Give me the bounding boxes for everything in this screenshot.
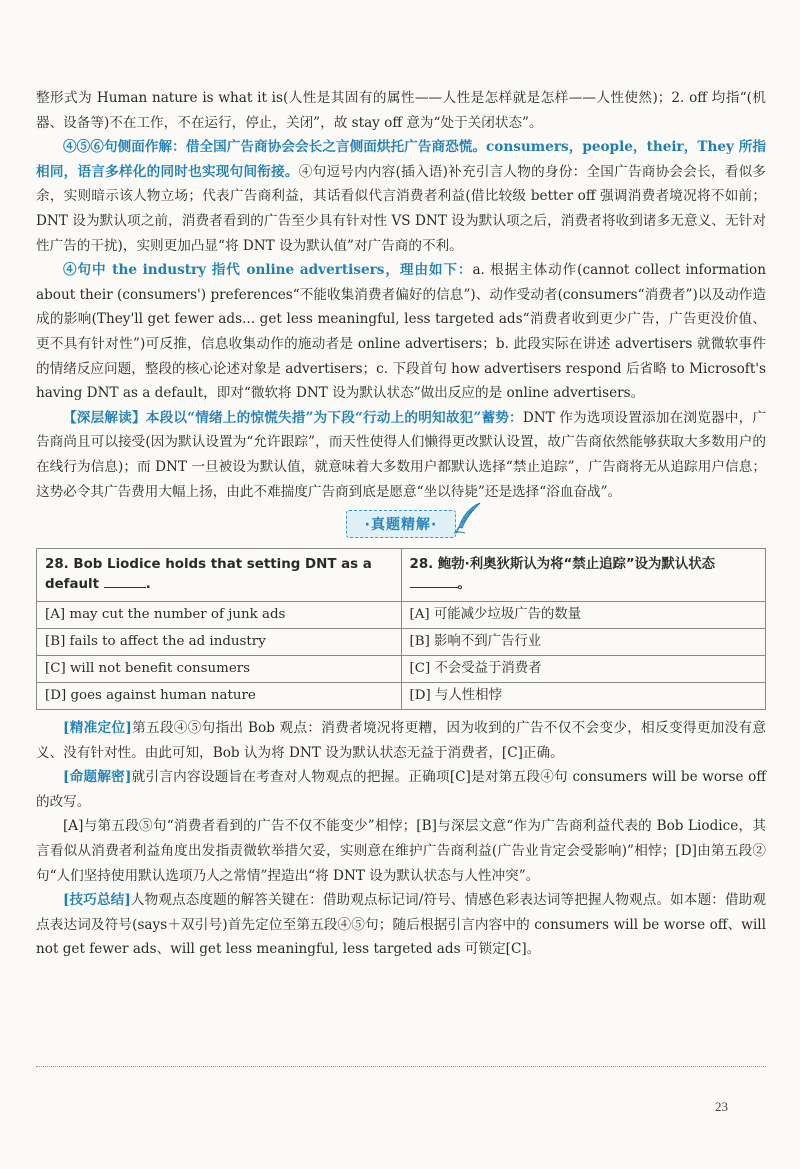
option-row-d [37,683,766,710]
option-zh: [B] 影响不到广告行业 [401,629,766,656]
banner-title: ·真题精解· [364,517,438,534]
banner-box [346,510,457,538]
analysis-precise-location: [精准定位]第五段④⑤句指出 Bob 观点：消费者境况将更糟，因为收到的广告不仅不会变少，相反变得更加没有意义、没有针对性。由此可知，Bob 认为将 DNT 设为默认状态无益于消费者，[C]正确。 [36,720,766,761]
option-zh: [A] 可能减少垃圾广告的数量 [401,602,766,629]
option-zh: [C] 不会受益于消费者 [401,656,766,683]
footer-divider [36,1066,766,1067]
paragraph-industry-reference [36,258,766,406]
paragraph-continuation: 整形式为 Human nature is what it is(人性是其固有的属性——人性是怎样就是怎样——人性使然)；2. off 均指“(机器、设备等)不在工作，不在运行，停止，关闭”，故 stay off 意为“处于关闭状态”。 [36,90,766,131]
note-body: a. 根据主体动作(cannot collect information about their (consumers') preferences“不能收集消费者偏好的信息”)、动作受动者(consumers“消费者”)以及动作造成的影响(They'll get fewer ads... get less meaningful, less targeted ads“消费者收到更少广告，广告更没价值、更不具有针对性”)可反推，信息收集动作的施动者是 online advertisers；b. 此段实际在讲述 advertisers 就微软事件的情绪反应问题，整段的核心论述对象是 advertisers；c. 下段首句 how advertisers respond 后省略 to Microsoft's having DNT as a default，即对“微软将 DNT 设为默认状态”做出反应的是 online advertisers。 [36,262,766,402]
question-stem-zh: 28. 鲍勃·利奥狄斯认为将“禁止追踪”设为默认状态。 [401,549,766,602]
paragraph-deep-reading [36,406,766,504]
quill-pen-icon [453,501,483,535]
analysis-tag: [技巧总结] [63,892,131,909]
question-table [36,548,766,710]
analysis-technique-summary: [技巧总结]人物观点态度题的解答关键在：借助观点标记词/符号、情感色彩表达词等把握人物观点。如本题：借助观点表达词及符号(says＋双引号)首先定位至第五段④⑤句；随后根据引言内容中的 consumers will be worse off、will not get fewer ads、will get less meaningful, less targeted ads 可锁定[C]。 [36,892,766,958]
note-heading: ④句中 the industry 指代 online advertisers，理由如下： [63,262,473,279]
question-stem-en: 28. Bob Liodice holds that setting DNT as a default . [37,549,402,602]
answer-blank [104,575,146,588]
page-content [36,86,766,962]
option-en: [D] goes against human nature [37,683,402,710]
answer-blank [410,575,458,588]
note-body: ④句逗号内内容(插入语)补充引言人物的身份：全国广告商协会会长，看似多余，实则暗示该人物立场；代表广告商利益，其话看似代言消费者利益(借比较级 better off 强调消费者境况将不如前；DNT 设为默认项之前，消费者看到的广告至少具有针对性 VS DNT 设为默认项之后，消费者将收到诸多无意义、无针对性广告的干扰)，实则更加凸显“将 DNT 设为默认值”对广告商的不利。 [36,163,767,254]
note-heading: ④⑤⑥句侧面作解：借全国广告商协会会长之言侧面烘托广告商恐慌。consumers，people，their，They 所指相同，语言多样化的同时也实现句间衔接。 [36,139,766,180]
option-en: [B] fails to affect the ad industry [37,629,402,656]
analysis-tag: [精准定位] [63,720,132,737]
deep-reading-heading: 【深层解读】本段以“情绪上的惊慌失措”为下段“行动上的明知故犯”蓄势： [63,409,523,426]
option-row-a [37,602,766,629]
analysis-question-design: [命题解密]就引言内容设题旨在考查对人物观点的把握。正确项[C]是对第五段④句 consumers will be worse off 的改写。 [36,769,766,810]
option-en: [C] will not benefit consumers [37,656,402,683]
option-row-b [37,629,766,656]
question-stem-row [37,549,766,602]
section-banner [36,504,766,544]
analysis-distractors: [A]与第五段⑤句“消费者看到的广告不仅不能变少”相悖；[B]与深层文意“作为广告商利益代表的 Bob Liodice，其言看似从消费者利益角度出发指责微软举措欠妥，实则意在维护广告商利益(广告业肯定会受影响)”相悖；[D]由第五段②句“人们坚持使用默认选项乃人之常情”捏造出“将 DNT 设为默认状态与人性冲突”。 [36,818,766,884]
analysis-tag: [命题解密] [63,769,132,786]
option-row-c [37,656,766,683]
option-en: [A] may cut the number of junk ads [37,602,402,629]
paragraph-note-456 [36,135,766,258]
option-zh: [D] 与人性相悖 [401,683,766,710]
page-number: 23 [715,1099,728,1114]
deep-reading-body: DNT 作为选项设置添加在浏览器中，广告商尚且可以接受(因为默认设置为“允许跟踪”，而天性使得人们懒得更改默认设置，故广告商依然能够获取大多数用户的在线行为信息)；而 DNT 一旦被设为默认值，就意味着大多数用户都默认选择“禁止追踪”，广告商将无从追踪用户信息；这势必令其广告费用大幅上扬，由此不难揣度广告商到底是愿意“坐以待毙”还是选择“浴血奋战”。 [36,409,766,500]
